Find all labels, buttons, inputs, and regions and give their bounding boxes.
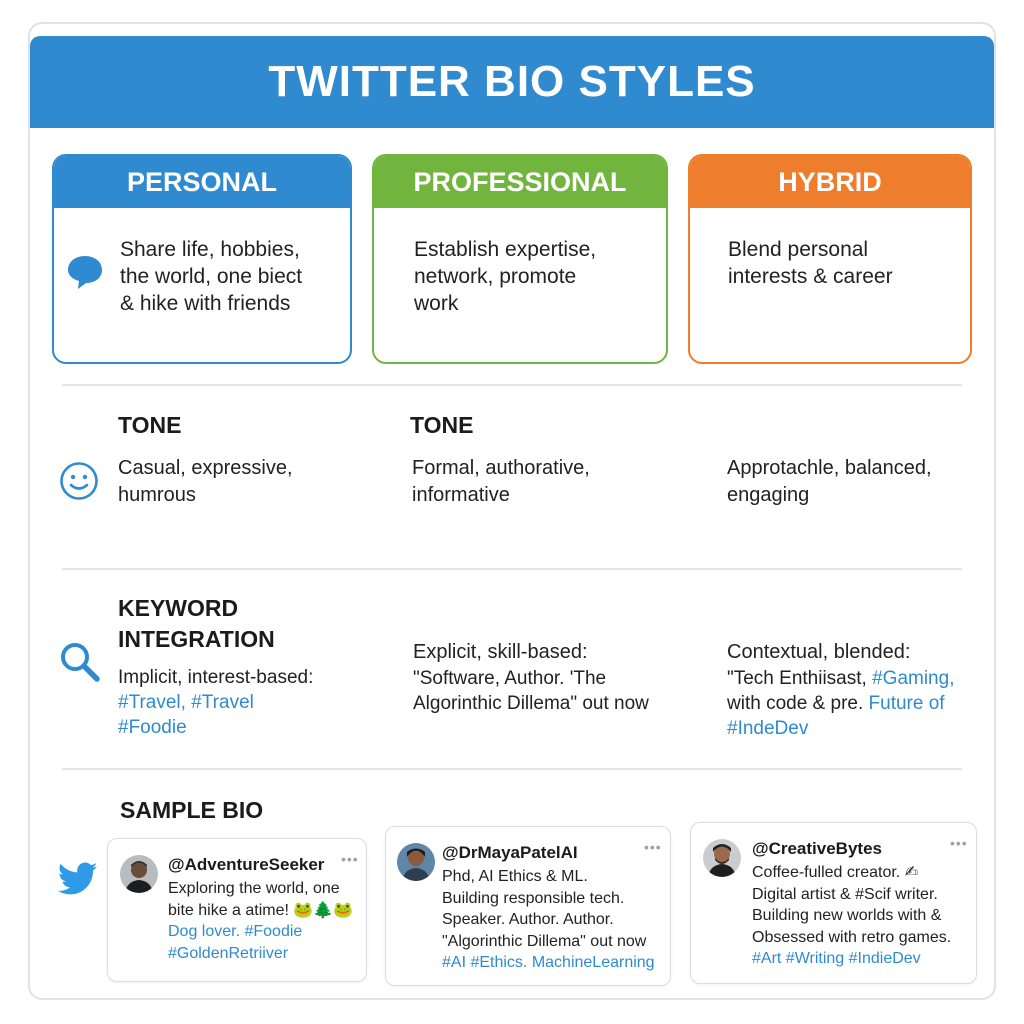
divider [62,384,962,386]
more-options-icon[interactable]: ••• [644,839,662,855]
twitter-bird-icon [58,862,98,896]
keyword-integration-label: KEYWORD INTEGRATION [118,595,275,652]
hashtag: #Gaming, [872,668,955,689]
sample-bio-card-professional: @DrMayaPatelAI ••• Phd, AI Ethics & ML. Building responsible tech. Speaker. Author. Author. "Algorinthic Dillema" out now #AI #Ethics. MachineLearning [385,826,671,986]
hashtag: #Travel, #Travel [118,692,254,713]
keywords-hybrid-example: "Tech Enthiisast, #Gaming, with code & pre. Future of #IndeDev [727,668,955,739]
bio-text: Exploring the world, one bite hike a atime! 🐸🌲🐸 Dog lover. #Foodie #GoldenRetriiver [168,880,354,962]
bio-text: Phd, AI Ethics & ML. Building responsible tech. Speaker. Author. Author. "Algorinthic Dillema" out now #AI #Ethics. MachineLearning [442,868,655,971]
more-options-icon[interactable]: ••• [950,835,968,851]
card-personal-description: Share life, hobbies, the world, one biect & hike with friends [120,238,303,315]
tone-label-personal: TONE [118,412,182,438]
card-hybrid-header: HYBRID [690,156,970,208]
more-options-icon[interactable]: ••• [341,851,359,867]
sample-bio-card-personal: @AdventureSeeker ••• Exploring the world, one bite hike a atime! 🐸🌲🐸 Dog lover. #Foodie #GoldenRetriiver [107,838,367,982]
magnifier-icon [58,640,102,684]
sample-bio-card-hybrid: @CreativeBytes ••• Coffee-fulled creator. ✍ Digital artist & #Scif writer. Building new worlds with & Obsessed with retro games. #Art #Writing #IndieDev [690,822,977,984]
avatar [703,839,741,877]
card-professional-header: PROFESSIONAL [374,156,666,208]
hashtag: #Foodie [118,717,187,738]
title-banner [30,36,994,128]
avatar [397,843,435,881]
hashtag: #IndeDev [727,718,809,739]
sample-bio-label: SAMPLE BIO [120,797,264,823]
card-hybrid-description: Blend personal interests & career [728,238,893,288]
keywords-professional-lead: Explicit, skill-based: [413,641,588,663]
card-professional-description: Establish expertise, network, promote work [414,238,597,315]
divider [62,568,962,570]
card-professional [372,154,668,364]
divider [62,768,962,770]
page-title: TWITTER BIO STYLES [268,57,756,106]
chat-bubble-icon [66,254,104,290]
keywords-hybrid-lead: Contextual, blended: [727,641,911,663]
tone-personal: Casual, expressive, humrous [118,457,293,506]
tone-professional: Formal, authorative, informative [412,457,590,506]
keywords-personal: Implicit, interest-based: #Travel, #Travel #Foodie [118,667,314,738]
keywords-professional-example: "Software, Author. 'The Algorinthic Dillema" out now [413,668,649,714]
avatar [120,855,158,893]
card-personal-header: PERSONAL [54,156,350,208]
bio-text: Coffee-fulled creator. ✍ Digital artist & #Scif writer. Building new worlds with & Obsessed with retro games. #Art #Writing #IndieDev [752,864,952,967]
smiley-icon [59,461,99,501]
card-hybrid [688,154,972,364]
tone-label-professional: TONE [410,412,474,438]
tone-hybrid: Approtachle, balanced, engaging [727,457,932,506]
